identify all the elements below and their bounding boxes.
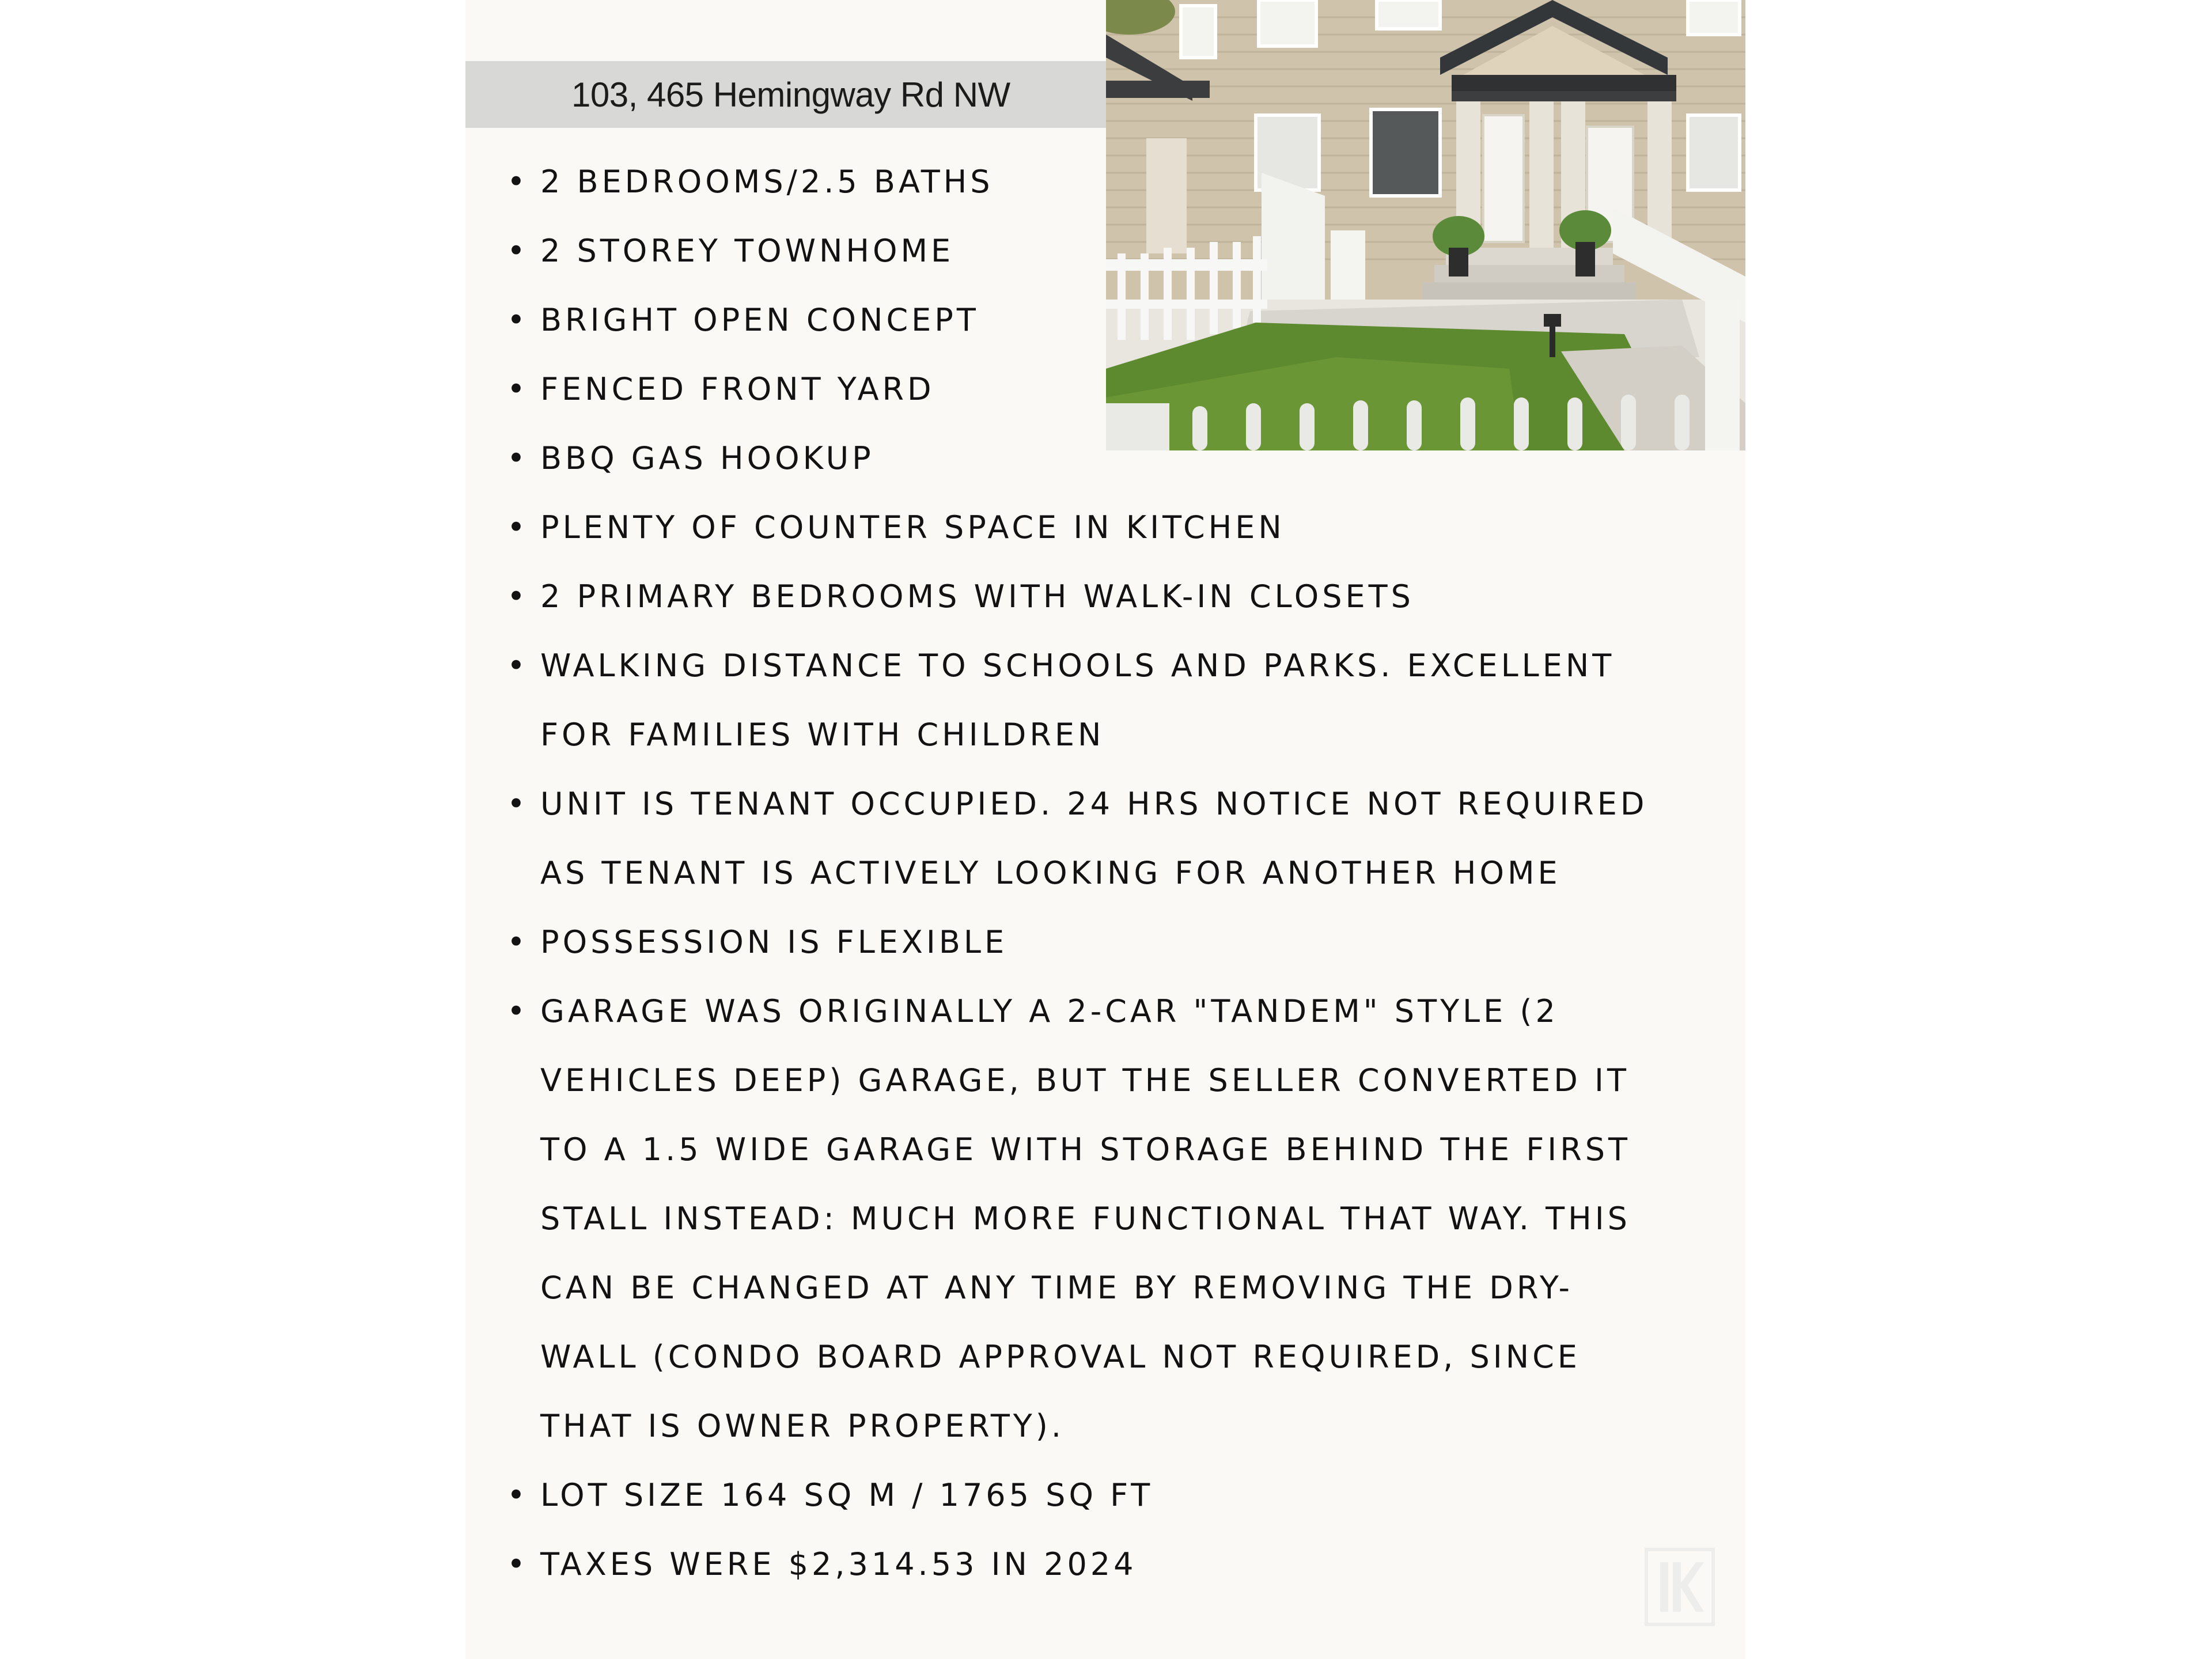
bullet-icon: • — [507, 440, 529, 476]
feature-text: POSSESSION IS FLEXIBLE — [540, 924, 1008, 960]
feature-item — [502, 493, 1724, 562]
bullet-icon: • — [507, 647, 529, 684]
bullet-icon: • — [507, 509, 529, 546]
feature-text: 2 BEDROOMS/2.5 BATHS — [540, 164, 994, 200]
feature-text: FENCED FRONT YARD — [540, 371, 935, 407]
feature-text: 2 PRIMARY BEDROOMS WITH WALK-IN CLOSETS — [540, 578, 1414, 615]
feature-text: TAXES WERE $2,314.53 IN 2024 — [540, 1546, 1137, 1582]
feature-item — [502, 908, 1724, 977]
feature-text: GARAGE WAS ORIGINALLY A 2-CAR "TANDEM" STYLE (2 VEHICLES DEEP) GARAGE, BUT THE SELLER CONVERTED IT TO A 1.5 WIDE GARAGE WITH STORAGE BEHIND THE FIRST STALL INSTEAD: MUCH MORE FUNCTIONAL THAT WAY. THIS CAN BE CHANGED AT ANY TIME BY REMOVING THE DRY- WALL (CONDO BOARD APPROVAL NOT REQUIRED, SINCE THAT IS OWNER PROPERTY). — [540, 993, 1631, 1444]
bullet-icon: • — [507, 924, 529, 960]
realtor-watermark-icon — [1644, 1547, 1715, 1627]
feature-list — [502, 147, 1724, 1599]
feature-item — [502, 286, 1724, 355]
bullet-icon: • — [507, 164, 529, 200]
feature-item — [502, 424, 1724, 493]
feature-text: WALKING DISTANCE TO SCHOOLS AND PARKS. EXCELLENT FOR FAMILIES WITH CHILDREN — [540, 647, 1615, 753]
feature-text: LOT SIZE 164 SQ M / 1765 SQ FT — [540, 1477, 1154, 1513]
property-address: 103, 465 Hemingway Rd NW — [571, 75, 1010, 114]
bullet-icon: • — [507, 1546, 529, 1582]
bullet-icon: • — [507, 233, 529, 269]
feature-text: BRIGHT OPEN CONCEPT — [540, 302, 979, 338]
bullet-icon: • — [507, 371, 529, 407]
feature-item — [502, 1530, 1724, 1599]
bullet-icon: • — [507, 1477, 529, 1513]
feature-text: PLENTY OF COUNTER SPACE IN KITCHEN — [540, 509, 1285, 546]
listing-sheet — [465, 0, 1745, 1659]
feature-item — [502, 1461, 1724, 1530]
feature-item — [502, 562, 1724, 631]
feature-item — [502, 147, 1724, 217]
bullet-icon: • — [507, 302, 529, 338]
feature-item — [502, 977, 1724, 1461]
bullet-icon: • — [507, 786, 529, 822]
feature-item — [502, 631, 1724, 770]
bullet-icon: • — [507, 993, 529, 1029]
feature-item — [502, 217, 1724, 286]
bullet-icon: • — [507, 578, 529, 615]
address-band — [465, 61, 1106, 128]
feature-item — [502, 355, 1724, 424]
feature-text: BBQ GAS HOOKUP — [540, 440, 874, 476]
feature-text: 2 STOREY TOWNHOME — [540, 233, 955, 269]
feature-item — [502, 770, 1724, 908]
feature-text: UNIT IS TENANT OCCUPIED. 24 HRS NOTICE NOT REQUIRED AS TENANT IS ACTIVELY LOOKING FOR ANOTHER HOME — [540, 786, 1648, 891]
